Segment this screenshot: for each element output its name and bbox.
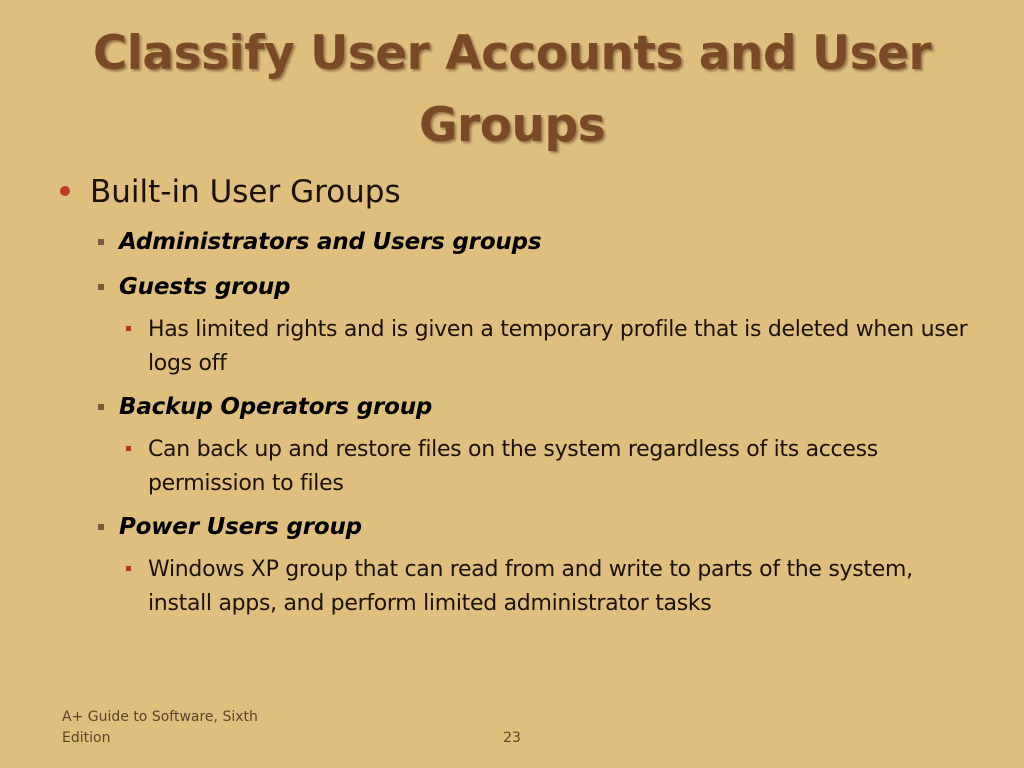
detail-bullet-square-icon xyxy=(126,446,131,451)
sub-bullet-square-icon xyxy=(98,239,104,245)
detail-backup-operators: Can back up and restore files on the system regardless of its access permission to files xyxy=(148,437,878,496)
detail-bullet-square-icon xyxy=(126,326,131,331)
bullet-dot-icon xyxy=(60,186,70,196)
sub-item-guests: Guests group xyxy=(119,274,291,300)
bullet-built-in-user-groups: Built-in User Groups xyxy=(90,174,401,210)
detail-bullet-square-icon xyxy=(126,566,131,571)
detail-guests: Has limited rights and is given a temporary profile that is deleted when user logs off xyxy=(148,317,968,376)
sub-bullet-square-icon xyxy=(98,284,104,290)
detail-power-users: Windows XP group that can read from and write to parts of the system, install apps, and perform limited administrator tasks xyxy=(148,557,913,616)
footer-source: A+ Guide to Software, Sixth Edition xyxy=(62,709,258,746)
sub-item-backup-operators: Backup Operators group xyxy=(119,394,433,420)
sub-item-power-users: Power Users group xyxy=(119,514,362,540)
slide-title: Classify User Accounts and User Groups xyxy=(92,26,932,153)
page-number: 23 xyxy=(503,730,521,746)
sub-item-administrators-users: Administrators and Users groups xyxy=(119,229,542,255)
sub-bullet-square-icon xyxy=(98,404,104,410)
sub-bullet-square-icon xyxy=(98,524,104,530)
